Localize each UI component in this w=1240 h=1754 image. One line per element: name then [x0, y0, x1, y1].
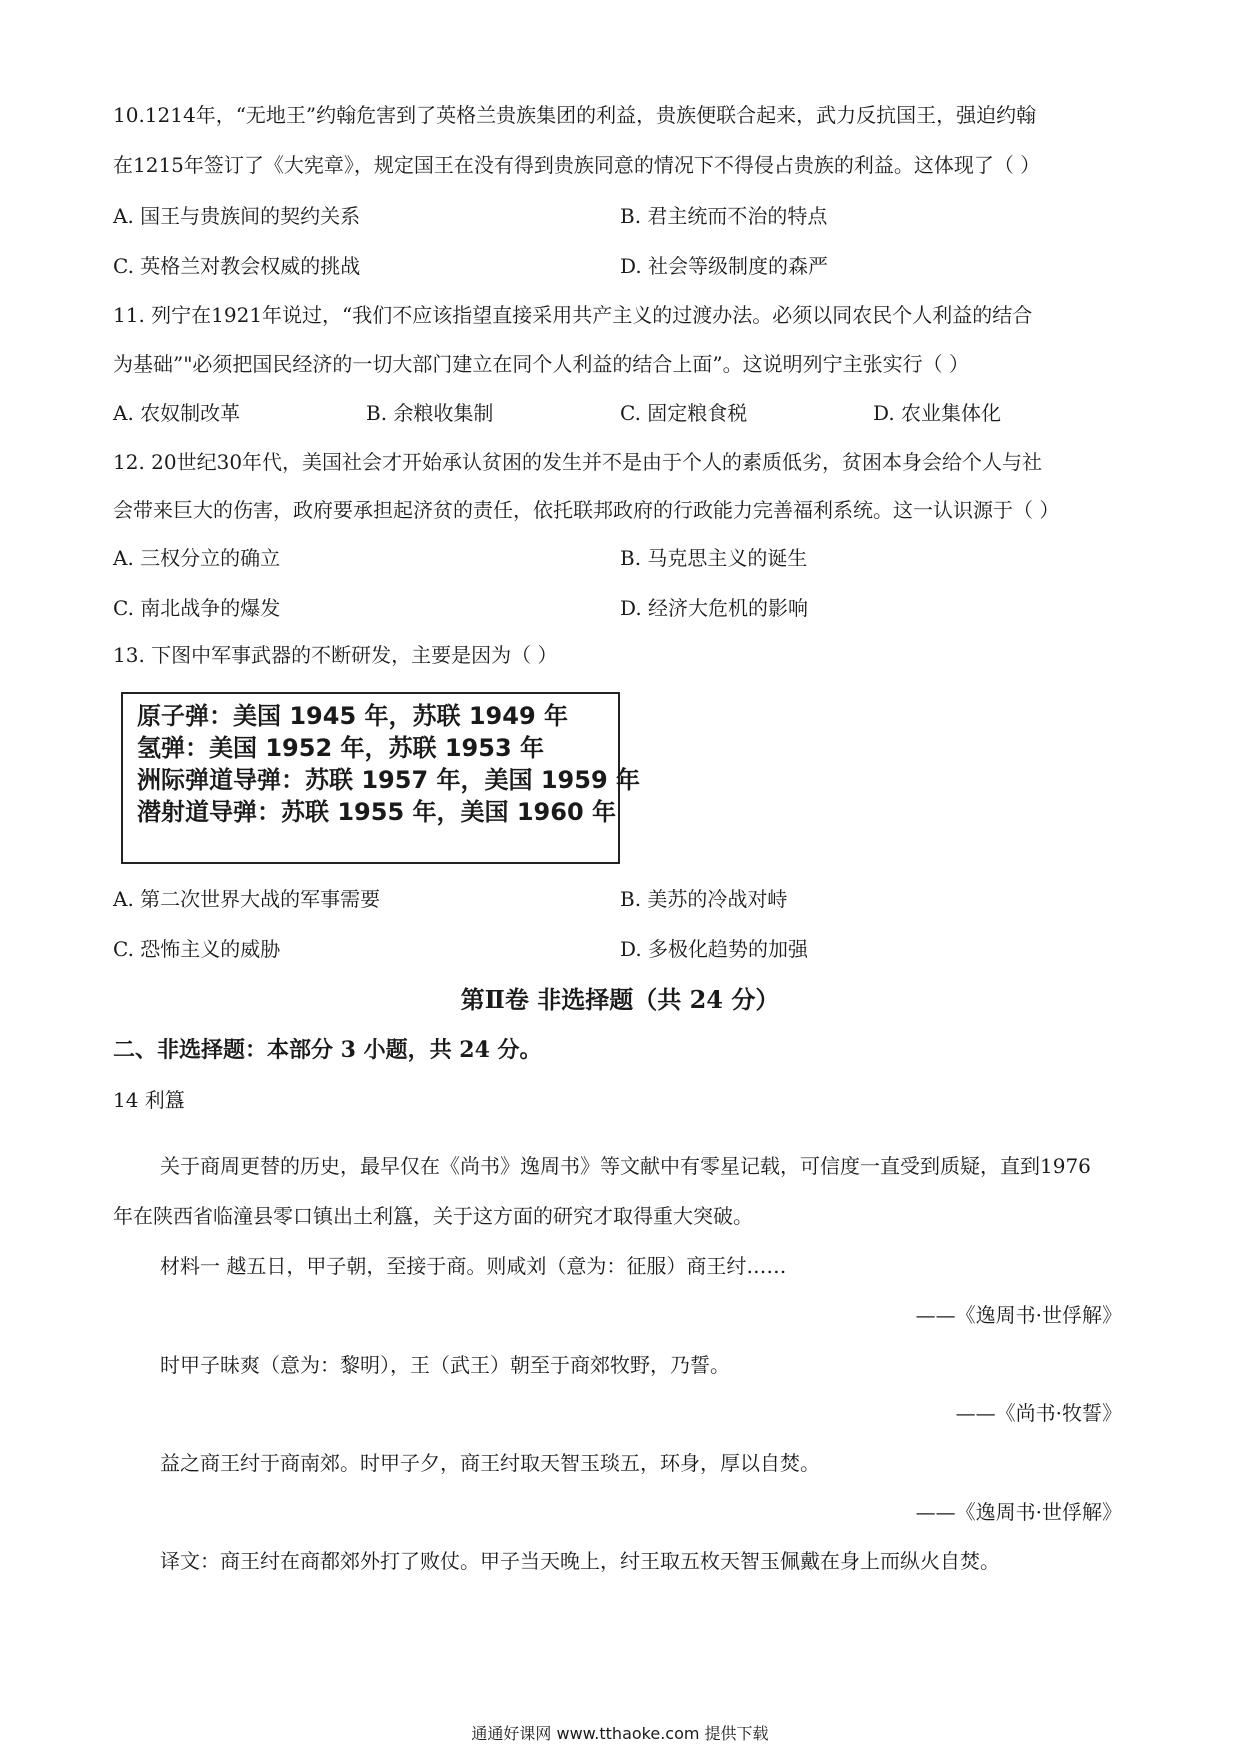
q13-option-a: A. 第二次世界大战的军事需要 [113, 887, 381, 911]
q10-option-d: D. 社会等级制度的森严 [620, 254, 829, 278]
q14-intro-line1: 关于商周更替的历史，最早仅在《尚书》逸周书》等文献中有零星记载，可信度一直受到质疑，直到1976 [160, 1154, 1091, 1178]
q11-option-d: D. 农业集体化 [873, 401, 1002, 425]
weapons-line-atomic: 原子弹：美国 1945 年，苏联 1949 年 [137, 702, 569, 730]
q13-option-d: D. 多极化趋势的加强 [620, 937, 809, 961]
q10-option-a: A. 国王与贵族间的契约关系 [113, 204, 361, 228]
weapons-table-box [121, 692, 641, 864]
q10-option-c: C. 英格兰对教会权威的挑战 [113, 254, 361, 278]
q11-stem-line2: 为基础”"必须把国民经济的一切大部门建立在同个人利益的结合上面”。这说明列宁主张实行（ ） [113, 352, 970, 376]
q12-option-d: D. 经济大危机的影响 [620, 596, 809, 620]
part-title: 二、非选择题：本部分 3 小题，共 24 分。 [113, 1037, 542, 1063]
page-footer: 通通好课网 www.tthaoke.com 提供下载 [471, 1724, 769, 1743]
q13-option-b: B. 美苏的冷战对峙 [620, 887, 788, 911]
material-3-text: 益之商王纣于商南郊。时甲子夕，商王纣取天智玉琰五，环身，厚以自焚。 [160, 1451, 820, 1475]
q10-stem-line1: 10.1214年，“无地王”约翰危害到了英格兰贵族集团的利益，贵族便联合起来，武力反抗国王，强迫约翰 [113, 103, 1037, 127]
material-1-text: 材料一 越五日，甲子朝，至接于商。则咸刘（意为：征服）商王纣…… [160, 1254, 787, 1278]
material-1-source: ——《逸周书·世俘解》 [915, 1303, 1122, 1327]
q13-option-c: C. 恐怖主义的威胁 [113, 937, 281, 961]
q11-option-a: A. 农奴制改革 [113, 401, 241, 425]
q14-intro-line2: 年在陕西省临潼县零口镇出土利簋，关于这方面的研究才取得重大突破。 [113, 1204, 753, 1228]
weapons-line-hydrogen: 氢弹：美国 1952 年，苏联 1953 年 [137, 734, 545, 762]
q13-stem: 13. 下图中军事武器的不断研发，主要是因为（ ） [113, 643, 558, 667]
q11-option-b: B. 余粮收集制 [366, 401, 494, 425]
material-translation: 译文：商王纣在商都郊外打了败仗。甲子当天晚上，纣王取五枚天智玉佩戴在身上而纵火自焚。 [160, 1549, 1000, 1573]
section-title: 第Ⅱ卷 非选择题（共 24 分） [460, 985, 780, 1014]
q12-option-c: C. 南北战争的爆发 [113, 596, 281, 620]
material-2-text: 时甲子昧爽（意为：黎明），王（武王）朝至于商郊牧野，乃誓。 [160, 1353, 730, 1377]
weapons-line-slbm: 潜射道导弹：苏联 1955 年，美国 1960 年 [137, 798, 617, 826]
q11-stem-line1: 11. 列宁在1921年说过，“我们不应该指望直接采用共产主义的过渡办法。必须以同农民个人利益的结合 [113, 303, 1033, 327]
material-3-source: ——《逸周书·世俘解》 [915, 1500, 1122, 1524]
weapons-line-icbm: 洲际弹道导弹：苏联 1957 年，美国 1959 年 [137, 766, 641, 794]
q10-option-b: B. 君主统而不治的特点 [620, 204, 828, 228]
q12-stem-line2: 会带来巨大的伤害，政府要承担起济贫的责任，依托联邦政府的行政能力完善福利系统。这一认识源于（ ） [113, 498, 1060, 522]
q11-option-c: C. 固定粮食税 [620, 401, 748, 425]
q12-option-b: B. 马克思主义的诞生 [620, 546, 808, 570]
q10-stem-line2: 在1215年签订了《大宪章》，规定国王在没有得到贵族同意的情况下不得侵占贵族的利益。这体现了（ ） [113, 153, 1041, 177]
q14-title: 14 利簋 [113, 1088, 185, 1112]
q12-option-a: A. 三权分立的确立 [113, 546, 281, 570]
material-2-source: ——《尚书·牧誓》 [955, 1401, 1122, 1425]
q12-stem-line1: 12. 20世纪30年代，美国社会才开始承认贫困的发生并不是由于个人的素质低劣，贫困本身会给个人与社 [113, 450, 1043, 474]
